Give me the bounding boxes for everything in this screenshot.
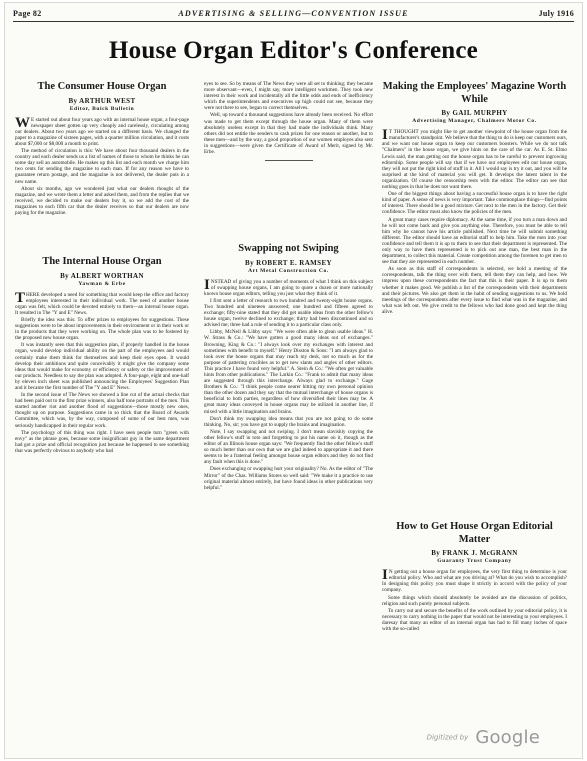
article-byline: By ARTHUR WEST <box>68 96 136 105</box>
article-affiliation: Advertising Manager, Chalmers Motor Co. <box>412 118 537 125</box>
paragraph: One of the biggest things about having a successful house organ is to have the right kind of paper. A sense of news is very important. Take commonplace things—find points of interest. There should be a good mixture. Get next to the men in the factory. Get their confidence. The editor must also know the policies of the men. <box>382 191 567 216</box>
article-body <box>15 114 189 217</box>
article-affiliation: Art Metal Construction Co. <box>248 267 329 274</box>
article-byline: By GAIL MURPHY <box>441 109 508 118</box>
article-title: Making the Employees' Magazine Worth While <box>382 81 567 105</box>
paragraph: THERE developed a need for something that would keep the office and factory employees interested in their individual work. The need of another house organ was felt, which could be devoted entirely to them—an internal house organ. It resulted in The "Y and E" News. <box>15 289 189 316</box>
article-byline: By ROBERT E. RAMSEY <box>245 258 332 267</box>
paragraph: The psychology of this thing was right. I have seen people turn "green with envy" as the phrase goes, because some insignificant guy in the same department had got a prize and official recognition just because he happened to see something that was perfectly obvious to anybody who had <box>15 429 189 454</box>
paragraph: As soon as this staff of correspondents is selected, we hold a meeting of the correspondents, talk the thing over with them, tell them they can help, and how. We impress upon these correspondents the fact that this is their paper. It is up to them whether it makes good. We publish a list of the correspondents with their departments and their pictures. We also get them in the habit of sending suggestions to us. We hold meetings of the correspondents after every issue to find what was in the magazine, and what was left out. We give credit to the fellows who had done good and kept the thing alive. <box>382 266 567 315</box>
watermark-prefix: Digitized by <box>426 733 469 742</box>
paragraph: IN getting out a house organ for employees, the very first thing to determine is your editorial policy. Who and what are you driving at? What do you wish to accomplish? In designing this policy you must shape it strictly in accord with the policy of your company. <box>382 567 567 594</box>
paragraph: Does exchanging or swapping hurt your originality? No. As the editor of "The Mirror" of the Chas. Williams Stores so well said: "We make it a practice to use original material almost entirely, but have found ideas in other publications very helpful." <box>204 466 373 491</box>
paragraph: About six months, ago we wondered just what our dealers thought of the magazine, and we wrote them a letter and asked them, and from the replies that we received, we decided to make our dealers buy it, so we add the cost of the magazines to each fifth car that the dealer receives so that our dealers are now paying for the magazine. <box>15 185 189 216</box>
paragraph: A great many cases require diplomacy. At the same time, if you turn a man down and he will not come back and give you anything else. Therefore, you must be able to tell him why he cannot have his article published. Next time he will submit something different. The editor should have an editorial staff to help him. Take the men into your confidence and tell them it is up to them to see that their department is represented. The only way to have them represented is to pick out one man, the best man in the department, to collect this material. Create competition among the foremen to get men to see that they are represented in each number. <box>382 216 567 266</box>
publication-title: ADVERTISING & SELLING—CONVENTION ISSUE <box>178 9 409 18</box>
magazine-page <box>4 2 583 759</box>
paragraph: Note, I say swapping and not swiping. I don't mean slavishly copying the other fellow's stuff in toto and forgetting to put his name on it, though as the editor of an Illinois house organ says: "We frequently find the other fellow's stuff so much better than our own that we are glad indeed to appropriate it and there seems to be a fraternal feeling amongst house organ editors and they do not find any fault when this is done." <box>204 428 373 466</box>
paragraph: INSTEAD of giving you a number of moments of what I think on this subject of swapping house organs, I am going to quote a dozen or more nationally known house organ editors, telling you just what they think of it. <box>204 276 373 297</box>
article-body <box>15 289 189 454</box>
article-affiliation: Editor, Buick Bulletin <box>69 105 135 112</box>
paragraph: Don't think my swapping idea means that you are not going to do some thinking. No, sir; you have got to supply the brains and imagination. <box>204 415 373 428</box>
article-affiliation: Guaranty Trust Company <box>437 558 512 565</box>
article-byline: By ALBERT WORTHAN <box>60 271 144 280</box>
paragraph: eyes to see. So by means of The News they were all set to thinking; they became more observant—even, I might say, more intelligent workmen. They took new interest in their work and incidentally all the little odds and ends of inefficiency which the superintendents and executives up high could not see, because they were not there to see, began to correct themselves. <box>204 81 373 112</box>
paragraph: Well, up toward a thousand suggestions have already been received. No effort was made to get them except through the house organ. Many of them were absolutely useless except in that they had made the individuals think. Many others did not entitle the senders to cash prizes for one reason or another, but to these men—and by the way, a good proportion of our women employes also sent in suggestions—were given the Certificate of Award of Merit, signed by Mr. Erbe. <box>204 112 373 156</box>
page-number: Page 82 <box>13 9 42 18</box>
article-title: The Internal House Organ <box>42 256 162 267</box>
paragraph: IT THOUGHT you might like to get another viewpoint of the house organ from the manufacturer's standpoint. We believe that the thing to do is keep our customers ours, and we want our house organ to keep our customers boosters. While we do not talk "Chalmers" in the house organ, we give hints on the care of the car. As E. St. Elmo Lewis said, the man getting out the house organ has to be careful to prevent ingrowing editorship. Some people will say that if we have our employees edit our house organ, they will not put the right kind of stuff in it. All I would say is try it out, and you will be surprised at the kind of material you will get. It develops the latent talent in the organization. Of course the censorship rests with the editor. The editor can see that nothing goes in that he does not want there. <box>382 127 567 191</box>
article-body <box>204 81 373 155</box>
paragraph: Some things which should absolutely be avoided are the discussion of politics, religion and such purely personal subjects. <box>382 594 567 607</box>
article-title: The Consumer House Organ <box>37 81 167 92</box>
paragraph: WE started out about four years ago with an internal house organ, a four-page newspaper sheet gotten up very cheaply and carelessly, circulating among our dealers. About two years ago we started on a different basis. We changed the paper to a magazine of sixteen pages, with a quarter million circulation, and it costs about $7,000 or $8,000 a month to print. <box>15 114 189 147</box>
header-rule <box>13 21 574 22</box>
article-end-rule <box>265 160 313 161</box>
paragraph: It was instantly seen that this suggestion plan, if properly handled in the house organ, would develop individual ability on the part of the employees and would certainly make them think for themselves and keep their eyes open. It would develop their ambitions and quite conceivably it might give the company some ideas that would make for economy or efficiency or safety or the improvement of our products. Needless to say the plan was adopted. A four-page, eight and one-half by eleven inch sheet was published announcing the Employees' Suggestion Plan and it became the first number of The "Y and E" News. <box>15 342 189 391</box>
article-title: Swapping not Swiping <box>238 243 339 254</box>
page-title: House Organ Editor's Conference <box>109 37 478 64</box>
paragraph: To carry out and secure the benefits of the work outlined by your editorial policy, it is necessary to carry nothing in the paper that would not be interesting to your employees. I daresay that many an editor of an internal organ has had to fill many inches of space with the so-called <box>382 607 567 633</box>
paragraph: In the second issue of The News we showed a line cut of the actual checks that had been paid out to the first prize winners, also half tone portraits of the men. This started another riot and another flood of suggestions—those mostly new ones, thought up on purpose. Suggestions came in so thick that the Board of Awards Committee, which was, by the way, composed of some of our best men, was seriously handicapped in their regular work. <box>15 392 189 429</box>
article-swapping-not-swiping <box>204 243 373 492</box>
article-internal-continued <box>204 81 373 161</box>
digitized-watermark <box>427 727 540 748</box>
article-internal-house-organ <box>15 256 189 455</box>
article-affiliation: Yawman & Erbe <box>78 280 126 287</box>
article-body <box>204 276 373 491</box>
paragraph: I first sent a letter of research to two hundred and twenty-eight house organs. Two hundred and nineteen answered; one hundred and fifteen agreed to exchange; fifty-nine stated that they did get usable ideas from the other fellow's house organ; twelve declined to exchange; thirty had been discontinued and so advised me; three had a rule of sending it to a particular class only. <box>204 297 373 329</box>
issue-date: July 1916 <box>538 9 574 18</box>
article-body <box>382 569 567 632</box>
article-consumer-house-organ <box>15 81 189 217</box>
paragraph: Briefly the idea was this: To offer prizes to employees for suggestions. These suggestions were to be about improvements in their environment or in their work or in the products that they were working on. The whole plan was to be fostered by the proposed new house organ. <box>15 316 189 342</box>
paragraph: Libby, McNeil & Libby says: "We were often able to glean usable ideas." H. W. Strass & Co.: "We have gotten a good many ideas out of exchanges." Browning, King & Co.: "I always look over my exchanges with interest and sometimes with benefit to myself." Henry Disston & Sons: "I am always glad to look over the house organs that may reach my desk, not so much as for the purpose of pattering crucibles as to get new slants and angles of other editors. This practice I have found very helpful." A. Stein & Co.: "We often get valuable hints from other publications." The Larkin Co.: "Frank to admit that many ideas are suggested through this interchange. Always glad to exchange." Gage Brothers & Co.: "I think people come nearer hitting my own personal opinion than the other dozen and they say that the mutual interchange of house organs is beneficial to both parties, regardless of how diversified their lines may be. A great many ideas conveyed in house organs may be utilized in another line, if mixed with a little imagination and brains. <box>204 329 373 415</box>
google-logo: Google <box>475 727 540 748</box>
article-byline: By FRANK J. McGRANN <box>431 549 518 558</box>
article-title: How to Get House Organ Editorial Matter <box>396 521 553 545</box>
article-body <box>382 129 567 315</box>
article-employees-magazine <box>382 81 567 316</box>
paragraph: The method of circulation is this: We have about four thousand dealers in the country and each dealer sends us a list of names of those to whom he thinks he can some day sell an automobile. He makes up this list and each month we charge him two cents for sending the magazine to each man. If for any reason we have to guarantee return postage, and the magazine is not delivered, the dealer puts in a new name. <box>15 148 189 185</box>
article-editorial-matter <box>382 521 567 633</box>
